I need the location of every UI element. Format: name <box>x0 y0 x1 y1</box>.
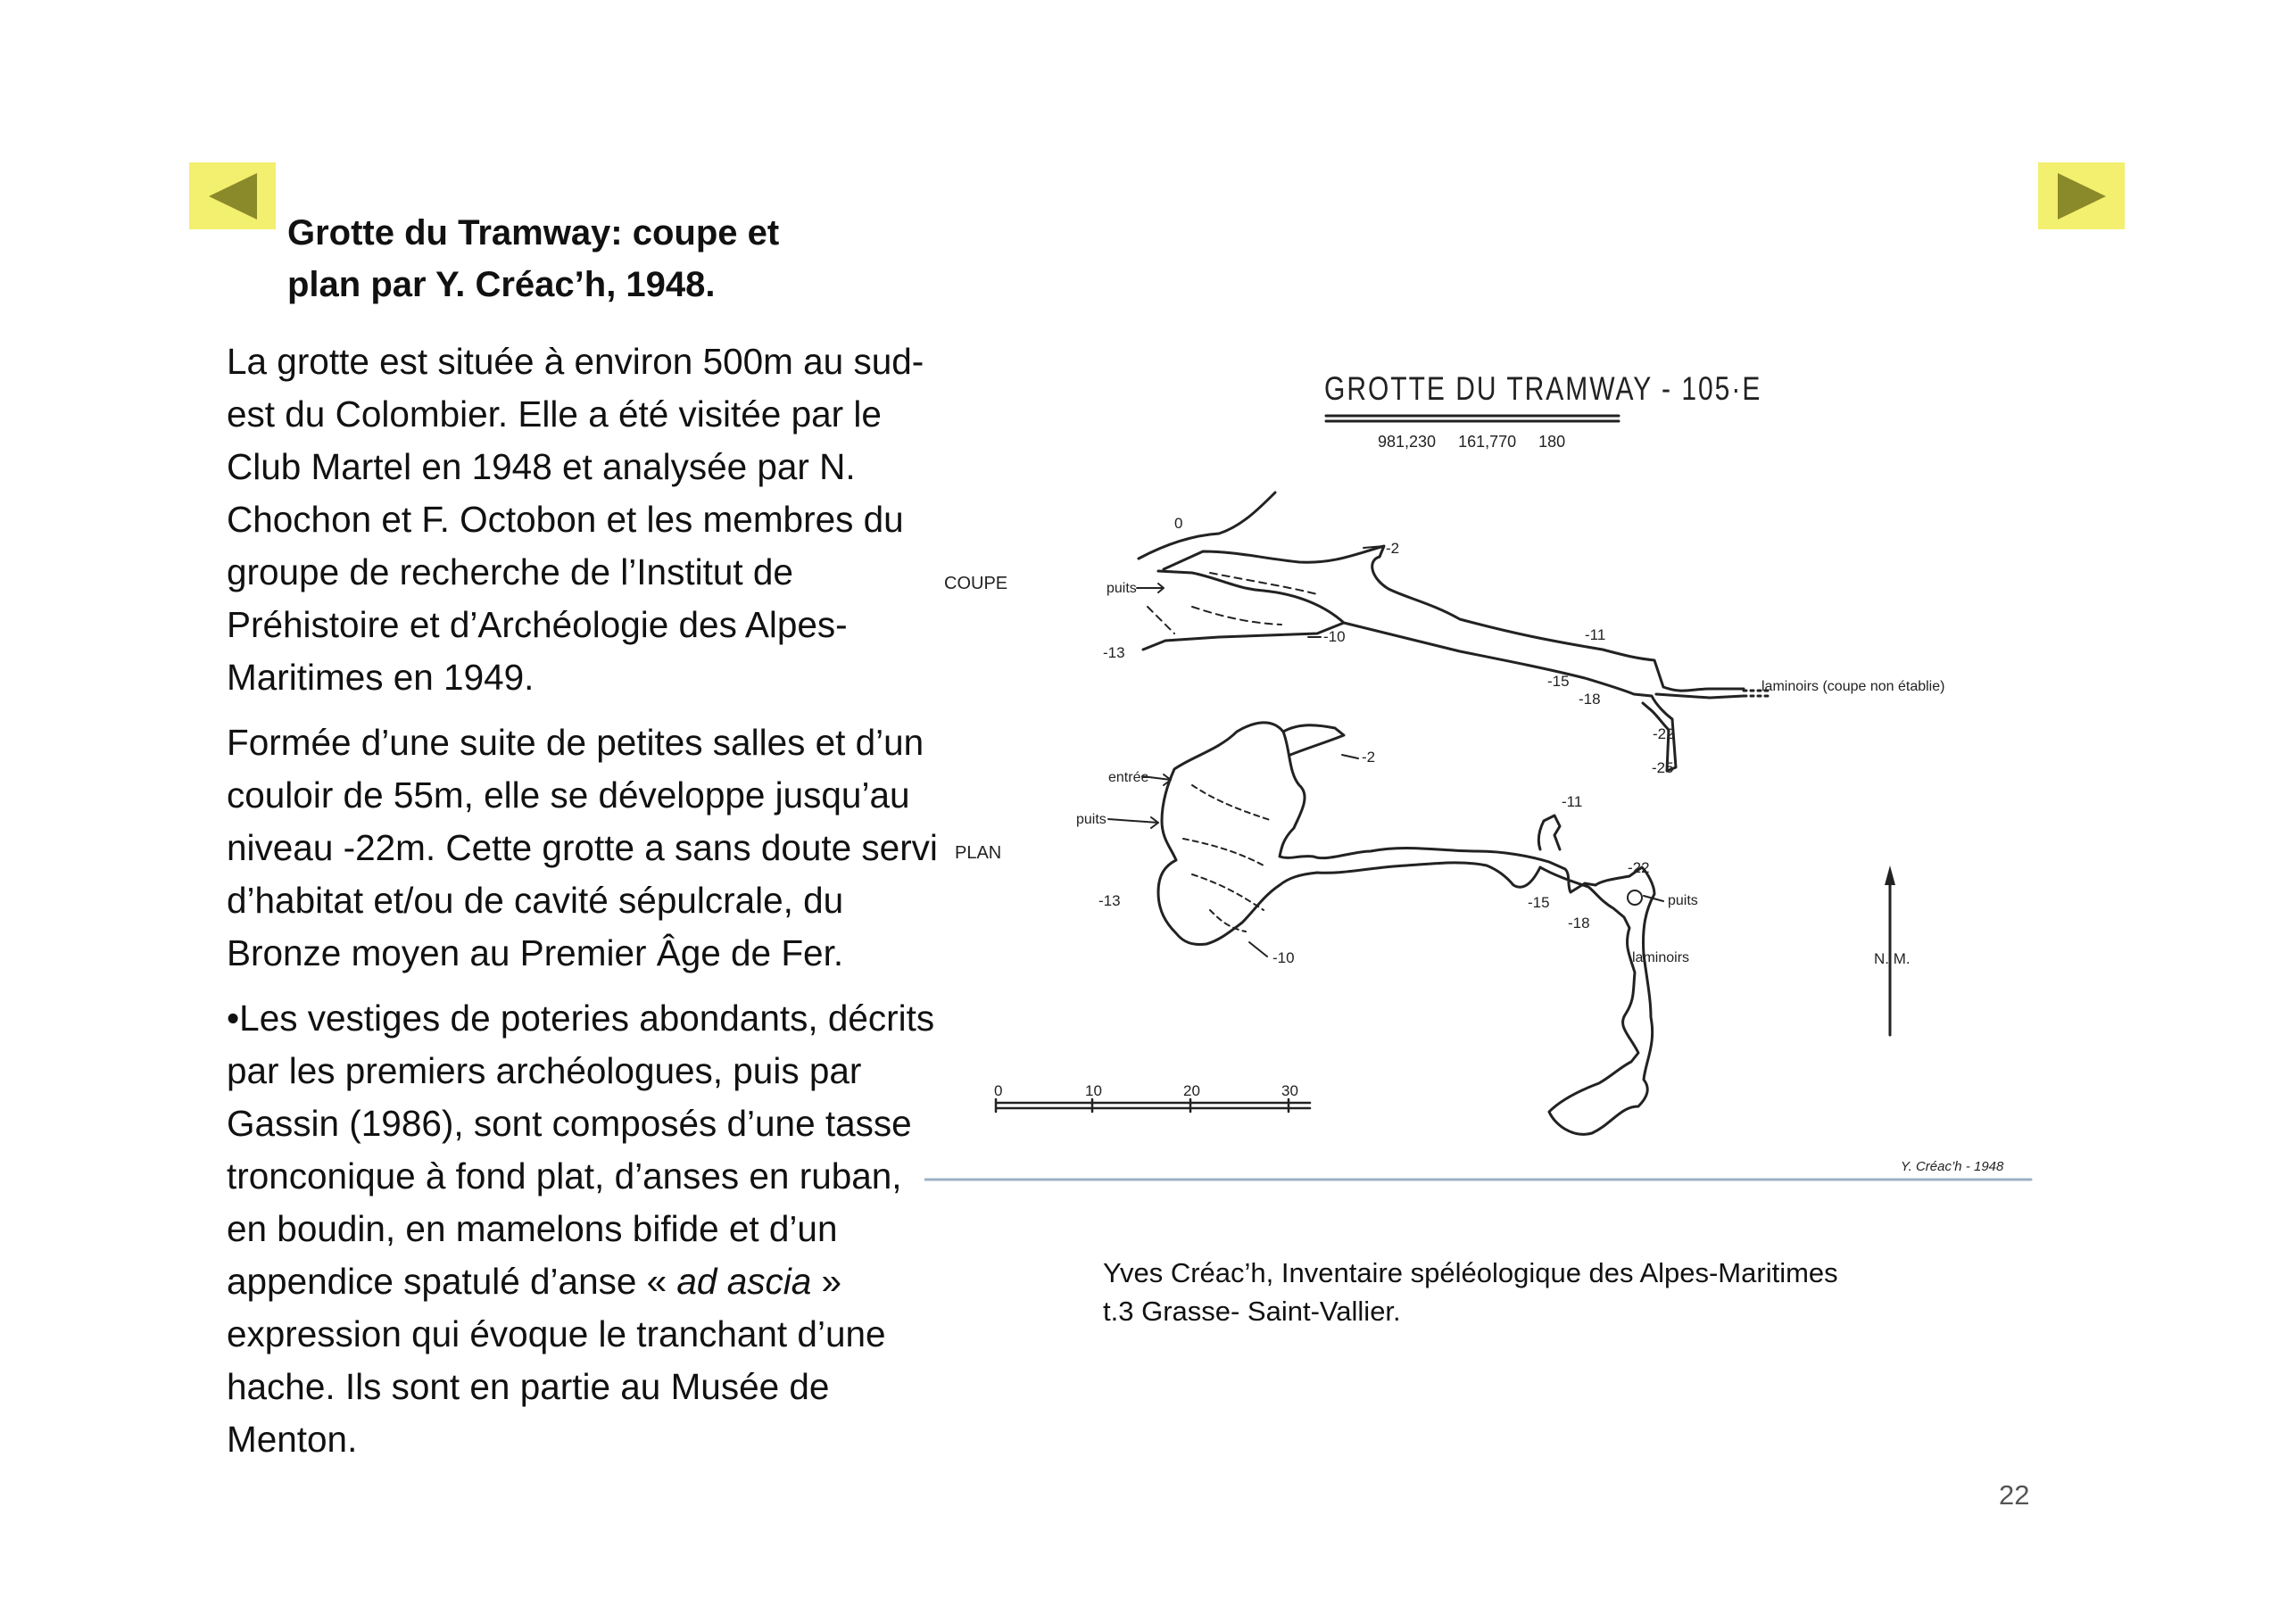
plan-label-minus18: -18 <box>1568 915 1590 932</box>
cave-survey-drawing <box>924 339 2045 1192</box>
coupe-puits-arrow <box>1137 584 1164 592</box>
slide-title <box>287 207 912 311</box>
plan-label-minus13: -13 <box>1098 892 1121 909</box>
plan-puits-circle <box>1628 890 1642 905</box>
label-coupe: COUPE <box>944 574 1008 593</box>
coupe-label-minus10: -10 <box>1323 628 1346 645</box>
plan-puits-arrow <box>1108 817 1158 828</box>
plan-inner-contours <box>1183 785 1272 932</box>
paragraph-description: Formée d’une suite de petites salles et d’un couloir de 55m, elle se développe jusqu’au niveau -22m. Cette grotte a sans doute servi d’habitat et/ou de cavité sépulcrale, du Bronze moyen au Premier Âge de Fer. <box>227 722 938 973</box>
scale-label-10: 10 <box>1085 1082 1102 1099</box>
plan-label-minus2: -2 <box>1362 749 1376 766</box>
coupe-label-minus15: -15 <box>1547 673 1570 690</box>
plan-label-puits-2: puits <box>1668 893 1698 908</box>
plan-side-branch <box>1283 725 1560 849</box>
vestiges-italic-term: ad ascia <box>676 1261 812 1302</box>
paragraph-vestiges <box>227 992 941 1466</box>
plan-label-entree: entrée <box>1108 770 1149 785</box>
scale-label-30: 30 <box>1281 1082 1298 1099</box>
coupe-label-laminoirs: laminoirs (coupe non établie) <box>1761 679 1945 694</box>
survey-heading: GROTTE DU TRAMWAY - 105·E <box>1324 369 1762 408</box>
plan-label-minus10: -10 <box>1272 949 1295 966</box>
coupe-label-puits: puits <box>1107 581 1137 596</box>
plan-label-minus11: -11 <box>1562 793 1583 810</box>
coupe-label-minus13: -13 <box>1103 644 1125 661</box>
plan-label-minus15: -15 <box>1528 894 1550 911</box>
next-slide-button[interactable] <box>2038 162 2125 229</box>
plan-leader-minus10 <box>1249 942 1267 956</box>
plan-label-laminoirs: laminoirs <box>1632 950 1690 965</box>
vestiges-text-start: •Les vestiges de poteries abondants, décrits par les premiers archéologues, puis par Gassin (1986), sont composés d’une tasse tronconique à fond plat, d’anses en ruban, en boudin, en mamelons bifide et d’un appendice spatulé d’anse « <box>227 998 935 1302</box>
title-line-1: Grotte du Tramway: coupe et <box>287 213 780 253</box>
plan-label-north: N. M. <box>1874 950 1911 967</box>
coupe-passage-dashed <box>1148 573 1317 633</box>
scale-label-20: 20 <box>1183 1082 1200 1099</box>
north-arrow-head <box>1885 865 1895 885</box>
coupe-outline-top <box>1139 493 1744 691</box>
page-number: 22 <box>1999 1479 2030 1511</box>
previous-slide-button[interactable] <box>189 162 276 229</box>
plan-label-minus22: -22 <box>1628 859 1650 876</box>
label-plan: PLAN <box>955 843 1002 863</box>
plan-label-puits: puits <box>1076 812 1107 827</box>
title-line-2: plan par Y. Créac’h, 1948. <box>287 265 716 304</box>
triangle-left-icon <box>202 170 264 223</box>
triangle-right-icon <box>2051 170 2113 223</box>
coupe-label-0: 0 <box>1174 515 1183 532</box>
coupe-label-minus2: -2 <box>1386 540 1400 557</box>
heading-underline <box>1326 416 1619 421</box>
caption-line-1: Yves Créac’h, Inventaire spéléologique des Alpes-Maritimes <box>1103 1257 1838 1288</box>
coupe-label-minus22: -22 <box>1653 725 1675 742</box>
survey-coordinates: 981,230 161,770 180 <box>1378 433 1566 451</box>
coupe-label-minus11: -11 <box>1585 626 1606 643</box>
scale-label-0: 0 <box>994 1082 1003 1099</box>
coupe-label-minus25: -25 <box>1652 759 1674 776</box>
figure-caption <box>1103 1254 2013 1330</box>
caption-line-2: t.3 Grasse- Saint-Vallier. <box>1103 1296 1401 1327</box>
plan-leader-minus2 <box>1342 755 1358 758</box>
survey-signature: Y. Créac’h - 1948 <box>1901 1159 2004 1174</box>
coupe-label-minus18: -18 <box>1579 691 1601 708</box>
body-text <box>227 335 941 1478</box>
paragraph-location: La grotte est située à environ 500m au sud-est du Colombier. Elle a été visitée par le Club Martel en 1948 et analysée par N. Chochon et F. Octobon et les membres du groupe de recherche de l’Institut de Préhistoire et d’Archéologie des Alpes-Maritimes en 1949. <box>227 341 924 698</box>
scale-bar <box>996 1099 1310 1112</box>
cave-survey-figure <box>924 339 2045 1192</box>
vestiges-text-end: » expression qui évoque le tranchant d’une hache. Ils sont en partie au Musée de Menton. <box>227 1261 886 1460</box>
